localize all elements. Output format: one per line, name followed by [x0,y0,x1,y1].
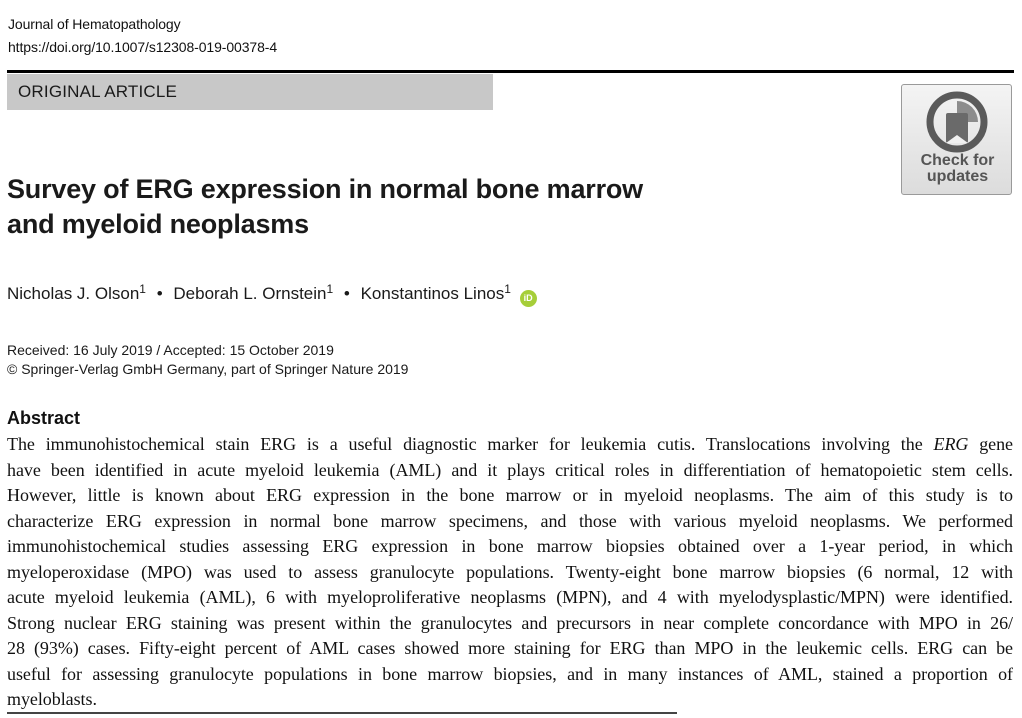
orcid-icon[interactable]: iD [520,290,537,307]
publication-dates [7,341,408,379]
copyright-notice: © Springer-Verlag GmbH Germany, part of Springer Nature 2019 [7,361,409,377]
author-name[interactable]: Konstantinos Linos [360,284,505,303]
abstract-line: have been identified in acute myeloid leukemia (AML) and it plays critical roles in differentiation of hematopoietic stem cells. [7,459,1013,480]
journal-name: Journal of Hematopathology [8,16,181,32]
check-for-updates-icon [926,91,988,153]
abstract-line: acute myeloid leukemia (AML), 6 with myeloproliferative neoplasms (MPN), and 4 with myelodysplastic/MPN) were identified. [7,587,1013,607]
gene-name: ERG [933,434,969,454]
title-line-1: Survey of ERG expression in normal bone marrow [7,174,643,204]
abstract-text [7,432,1013,713]
abstract-line: Strong nuclear ERG staining was present within the granulocytes and precursors in near complete concordance with MPO in 26/ [7,612,1013,633]
author-name[interactable]: Nicholas J. Olson [7,284,140,303]
bottom-rule [7,712,677,714]
article-type-label: ORIGINAL ARTICLE [18,82,178,101]
abstract-line: The immunohistochemical stain ERG is a useful diagnostic marker for leukemia cutis. Translocations involving the ERG gene [7,434,1013,454]
abstract-line: myeloblasts. [7,689,97,709]
title-line-2: and myeloid neoplasms [7,209,309,239]
article-type-bar [7,74,493,110]
author-separator: • [156,284,163,303]
header-rule [7,70,1014,73]
abstract-line: immunohistochemical studies assessing ERG expression in bone marrow biopsies obtained over a 1-year period, in which [7,536,1013,556]
abstract-heading: Abstract [7,408,81,428]
abstract-line: 28 (93%) cases. Fifty-eight percent of AML cases showed more staining for ERG than MPO in the leukemic cells. ERG can be [7,638,1013,658]
author-affiliation: 1 [504,282,511,296]
author-separator: • [343,284,350,303]
check-for-updates-button[interactable] [901,84,1012,195]
abstract-line: useful for assessing granulocyte populations in bone marrow biopsies, and in many instances of AML, stained a proportion of [7,663,1013,684]
abstract-line: myeloperoxidase (MPO) was used to assess granulocyte populations. Twenty-eight bone marrow biopsies (6 normal, 12 with [7,561,1013,582]
check-for-updates-label: Check for updates [920,152,995,185]
received-accepted-dates: Received: 16 July 2019 / Accepted: 15 October 2019 [7,342,334,358]
abstract-line: characterize ERG expression in normal bone marrow specimens, and those with various myeloid neoplasms. We performed [7,510,1013,531]
author-list [7,278,537,307]
author-affiliation: 1 [139,282,146,296]
article-title [7,172,767,242]
doi-link[interactable]: https://doi.org/10.1007/s12308-019-00378-4 [8,39,278,55]
author-affiliation: 1 [326,282,334,296]
author-name[interactable]: Deborah L. Ornstein [173,284,327,303]
abstract-line: However, little is known about ERG expression in the bone marrow or in myeloid neoplasms. The aim of this study is to [7,485,1013,505]
